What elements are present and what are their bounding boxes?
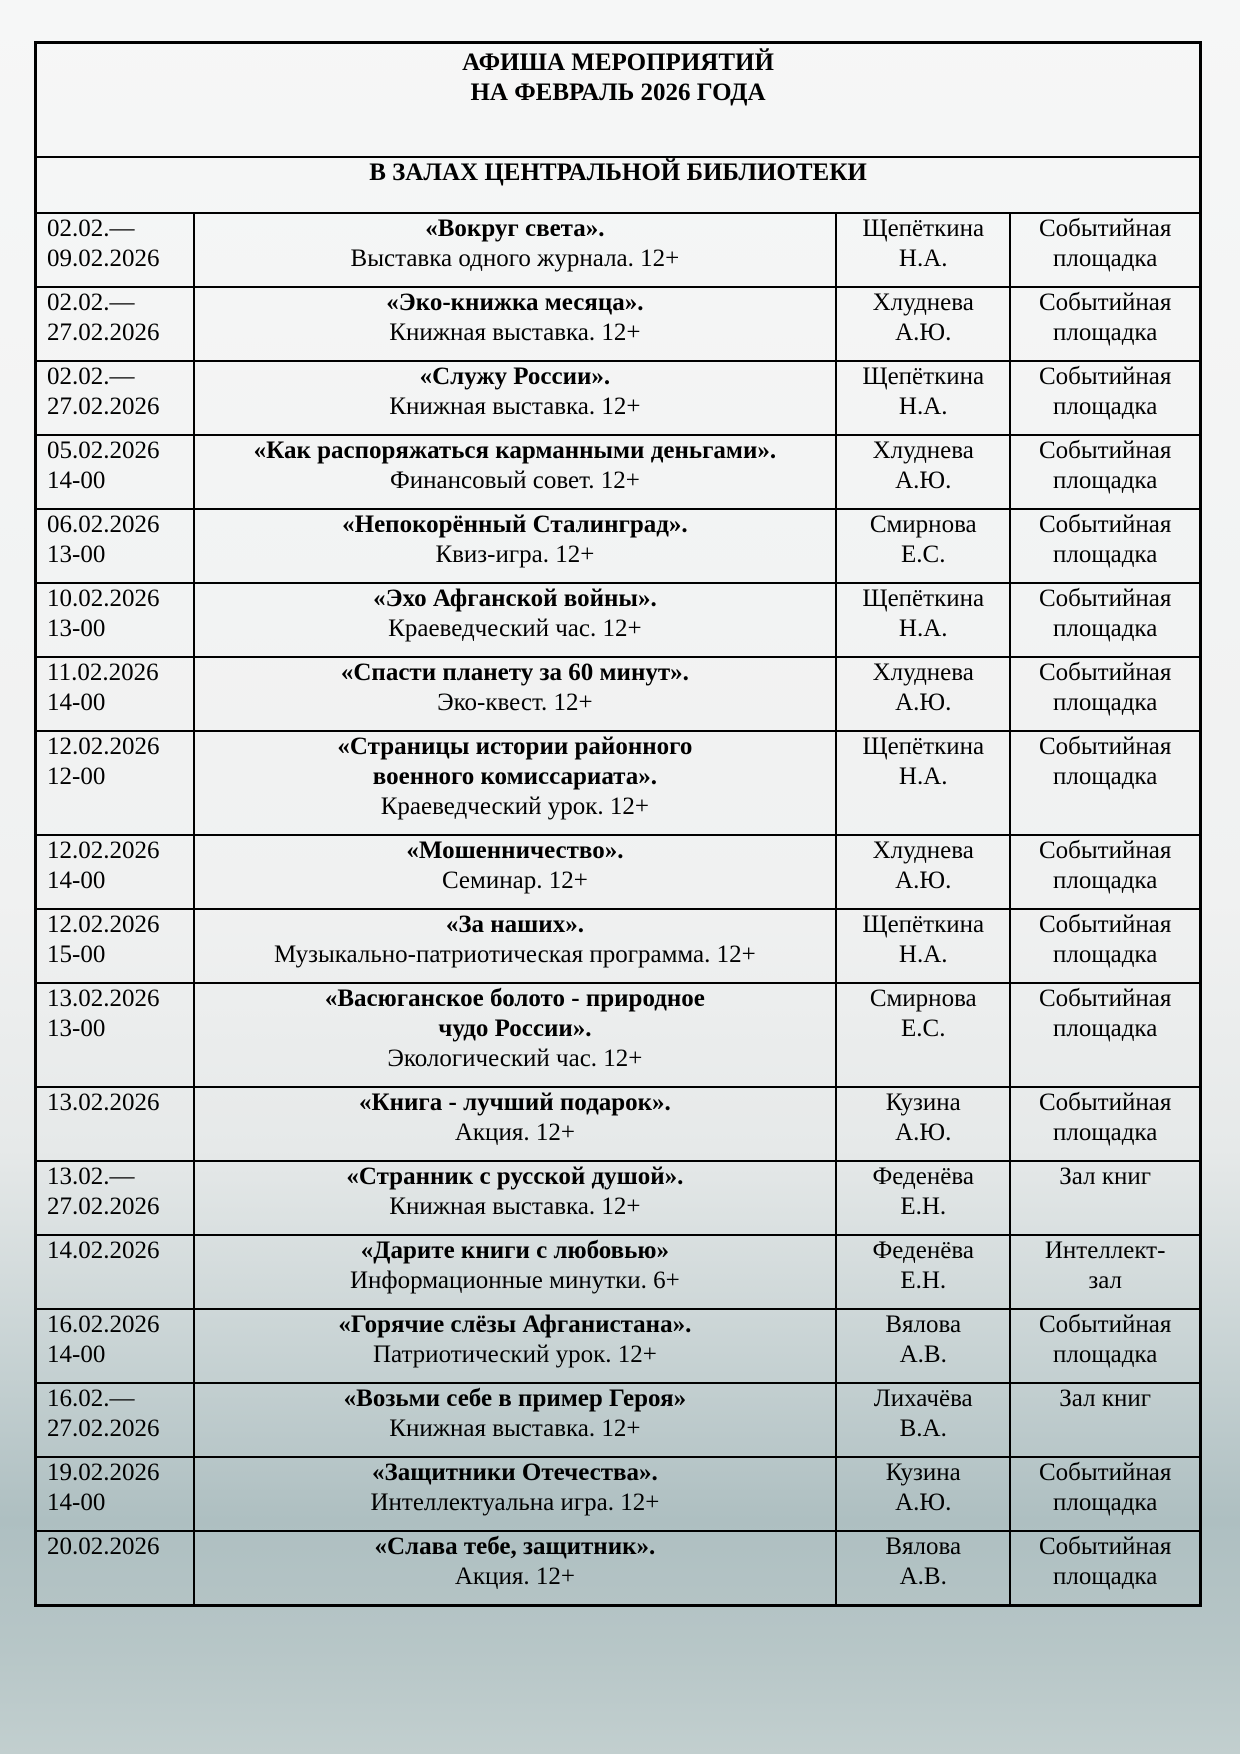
event-title: «Как распоряжаться карманными деньгами». [253,437,777,464]
table-row [36,1457,1201,1531]
event-responsible: Щепёткина Н.А. [836,731,1010,835]
event-description: Информационные минутки. 6+ [349,1267,680,1294]
table-row [36,983,1201,1087]
event-responsible: Феденёва Е.Н. [836,1235,1010,1309]
event-responsible: Хлуднева А.Ю. [836,657,1010,731]
event-info [194,1457,837,1531]
event-date: 11.02.2026 14-00 [36,657,194,731]
table-row [36,1383,1201,1457]
event-venue: Событийная площадка [1010,1457,1200,1531]
event-date: 13.02.2026 13-00 [36,983,194,1087]
event-venue: Событийная площадка [1010,213,1200,287]
events-table [34,41,1202,1607]
event-description: Краеведческий урок. 12+ [380,793,650,820]
event-title: «Непокорённый Сталинград». [342,511,688,538]
event-title: «Эко-книжка месяца». [386,289,644,316]
event-date: 12.02.2026 15-00 [36,909,194,983]
event-description: Книжная выставка. 12+ [389,319,641,346]
event-responsible: Щепёткина Н.А. [836,583,1010,657]
event-title: «Слава тебе, защитник». [374,1533,656,1560]
event-venue: Событийная площадка [1010,583,1200,657]
event-info [194,731,837,835]
table-row [36,1087,1201,1161]
event-info [194,657,837,731]
table-row [36,909,1201,983]
event-date: 16.02.— 27.02.2026 [36,1383,194,1457]
event-responsible: Хлуднева А.Ю. [836,287,1010,361]
event-description: Книжная выставка. 12+ [389,1193,641,1220]
event-description: Музыкально-патриотическая программа. 12+ [274,941,756,968]
event-title: «Васюганское болото - природное чудо России». [324,985,705,1042]
event-description: Интеллектуальна игра. 12+ [370,1489,660,1516]
event-description: Книжная выставка. 12+ [389,393,641,420]
event-venue: Событийная площадка [1010,1309,1200,1383]
event-venue: Интеллект- зал [1010,1235,1200,1309]
table-row [36,213,1201,287]
table-row [36,835,1201,909]
event-info [194,1531,837,1605]
event-title: «Возьми себе в пример Героя» [343,1385,687,1412]
event-description: Эко-квест. 12+ [437,689,593,716]
event-title: «Спасти планету за 60 минут». [340,659,689,686]
table-row [36,1309,1201,1383]
table-row [36,435,1201,509]
event-title: «За наших». [445,911,584,938]
event-description: Финансовый совет. 12+ [389,467,640,494]
event-date: 02.02.— 27.02.2026 [36,287,194,361]
event-info [194,1161,837,1235]
event-responsible: Щепёткина Н.А. [836,213,1010,287]
event-description: Выставка одного журнала. 12+ [350,245,680,272]
event-info [194,509,837,583]
event-date: 20.02.2026 [36,1531,194,1605]
event-info [194,287,837,361]
table-row [36,583,1201,657]
event-responsible: Кузина А.Ю. [836,1087,1010,1161]
event-info [194,435,837,509]
poster-subtitle: В ЗАЛАХ ЦЕНТРАЛЬНОЙ БИБЛИОТЕКИ [36,157,1201,213]
event-description: Экологический час. 12+ [387,1045,643,1072]
event-date: 06.02.2026 13-00 [36,509,194,583]
event-description: Семинар. 12+ [441,867,588,894]
event-title: «Служу России». [419,363,611,390]
poster-title-line1: АФИША МЕРОПРИЯТИЙ [462,49,774,76]
event-date: 13.02.— 27.02.2026 [36,1161,194,1235]
event-info [194,1087,837,1161]
event-venue: Зал книг [1010,1161,1200,1235]
table-row [36,287,1201,361]
event-venue: Событийная площадка [1010,435,1200,509]
event-responsible: Кузина А.Ю. [836,1457,1010,1531]
event-description: Акция. 12+ [454,1119,575,1146]
event-info [194,361,837,435]
table-row [36,1531,1201,1605]
table-row [36,657,1201,731]
event-venue: Событийная площадка [1010,361,1200,435]
event-info [194,1309,837,1383]
event-date: 02.02.— 27.02.2026 [36,361,194,435]
event-description: Краеведческий час. 12+ [388,615,642,642]
event-venue: Событийная площадка [1010,1087,1200,1161]
event-info [194,983,837,1087]
event-title: «Мошенничество». [406,837,624,864]
event-info [194,213,837,287]
event-responsible: Вялова А.В. [836,1531,1010,1605]
event-info [194,835,837,909]
event-description: Книжная выставка. 12+ [389,1415,641,1442]
subheader-row [36,157,1201,213]
table-row [36,361,1201,435]
event-responsible: Щепёткина Н.А. [836,361,1010,435]
event-date: 12.02.2026 14-00 [36,835,194,909]
event-info [194,583,837,657]
event-title: «Странник с русской душой». [346,1163,684,1190]
event-info [194,1235,837,1309]
event-title: «Защитники Отечества». [372,1459,658,1486]
event-description: Акция. 12+ [454,1563,575,1590]
event-venue: Событийная площадка [1010,287,1200,361]
table-row [36,731,1201,835]
event-title: «Страницы истории районного военного комиссариата». [337,733,693,790]
event-venue: Событийная площадка [1010,657,1200,731]
event-venue: Событийная площадка [1010,509,1200,583]
event-date: 19.02.2026 14-00 [36,1457,194,1531]
event-date: 05.02.2026 14-00 [36,435,194,509]
event-date: 16.02.2026 14-00 [36,1309,194,1383]
event-date: 14.02.2026 [36,1235,194,1309]
event-responsible: Смирнова Е.С. [836,509,1010,583]
event-title: «Эхо Афганской войны». [373,585,657,612]
table-row [36,1161,1201,1235]
event-description: Патриотический урок. 12+ [372,1341,657,1368]
event-info [194,909,837,983]
header-row [36,43,1201,158]
event-date: 02.02.— 09.02.2026 [36,213,194,287]
table-row [36,509,1201,583]
event-responsible: Лихачёва В.А. [836,1383,1010,1457]
event-responsible: Смирнова Е.С. [836,983,1010,1087]
event-venue: Событийная площадка [1010,983,1200,1087]
table-row [36,1235,1201,1309]
event-responsible: Хлуднева А.Ю. [836,435,1010,509]
event-venue: Событийная площадка [1010,909,1200,983]
event-date: 12.02.2026 12-00 [36,731,194,835]
event-title: «Вокруг света». [425,215,605,242]
event-venue: Событийная площадка [1010,731,1200,835]
event-title: «Дарите книги с любовью» [360,1237,669,1264]
event-date: 13.02.2026 [36,1087,194,1161]
event-description: Квиз-игра. 12+ [435,541,595,568]
poster-title-line2: НА ФЕВРАЛЬ 2026 ГОДА [470,79,766,106]
event-venue: Событийная площадка [1010,835,1200,909]
event-title: «Горячие слёзы Афганистана». [338,1311,692,1338]
event-date: 10.02.2026 13-00 [36,583,194,657]
event-responsible: Хлуднева А.Ю. [836,835,1010,909]
event-title: «Книга - лучший подарок». [358,1089,671,1116]
event-responsible: Вялова А.В. [836,1309,1010,1383]
event-venue: Зал книг [1010,1383,1200,1457]
event-responsible: Щепёткина Н.А. [836,909,1010,983]
event-responsible: Феденёва Е.Н. [836,1161,1010,1235]
event-venue: Событийная площадка [1010,1531,1200,1605]
poster-title [36,43,1201,158]
event-info [194,1383,837,1457]
